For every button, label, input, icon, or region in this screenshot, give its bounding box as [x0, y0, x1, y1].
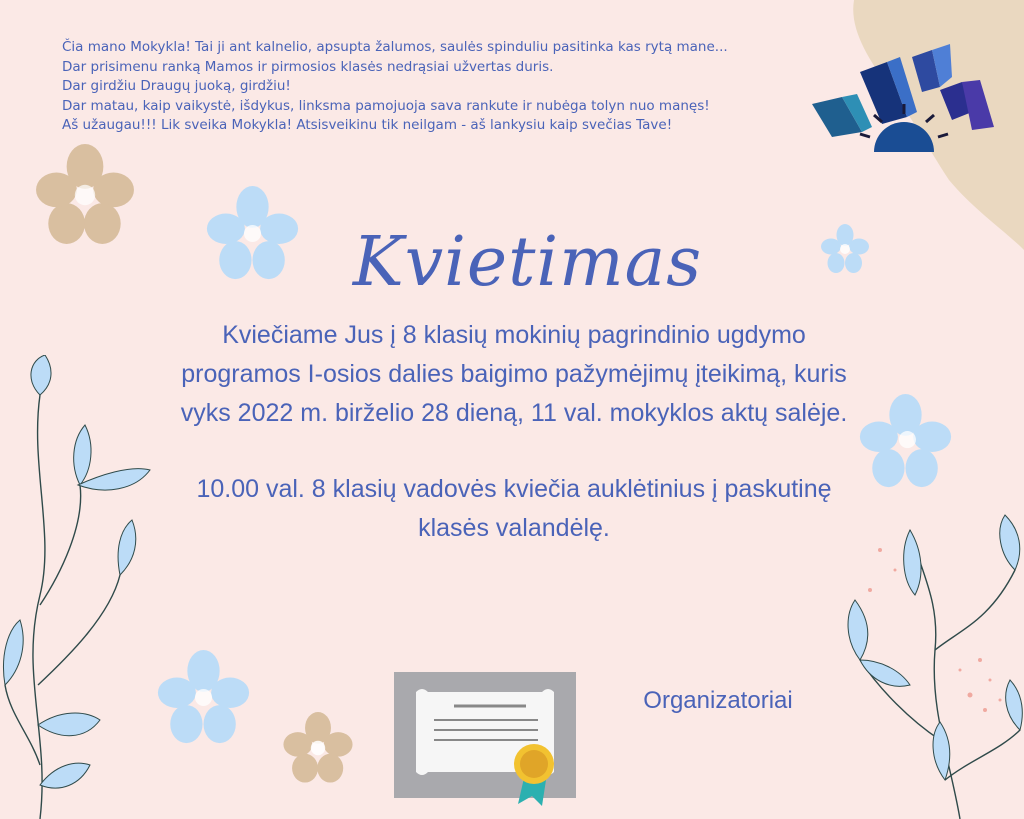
- invitation-title: Kvietimas: [352, 223, 703, 302]
- poem-text: [62, 38, 802, 136]
- poem-line: Aš užaugau!!! Lik sveika Mokykla! Atsisveikinu tik neilgam - aš lankysiu kaip svečias Tave!: [62, 117, 673, 133]
- poem-line: Dar girdžiu Draugų juoką, girdžiu!: [62, 78, 291, 94]
- blue-flower-decoration-bottom: [156, 650, 251, 745]
- left-botanical-decoration: [0, 355, 160, 819]
- blue-flower-decoration: [205, 186, 300, 281]
- poem-line: Čia mano Mokykla! Tai ji ant kalnelio, apsupta žalumos, saulės spinduliu pasitinka kas rytą mane...: [62, 39, 728, 55]
- right-botanical-decoration: [840, 510, 1024, 819]
- organizers-signature: Organizatoriai: [643, 687, 793, 714]
- blue-flower-decoration-right: [858, 394, 953, 489]
- poem-line: Dar matau, kaip vaikystė, išdykus, linksma pamojuoja sava rankute ir nubėga tolyn nuo manęs!: [62, 97, 710, 114]
- poem-line: Dar prisimenu ranką Mamos ir pirmosios klasės nedrąsiai užvertas duris.: [62, 58, 554, 75]
- tan-flower-decoration-bottom: [282, 712, 354, 784]
- school-logo-icon: [812, 42, 994, 154]
- small-blue-flower-decoration: [820, 224, 870, 274]
- invitation-paragraph-secondary: 10.00 val. 8 klasių vadovės kviečia auklėtinius į paskutinę klasės valandėlę.: [196, 475, 832, 542]
- tan-flower-decoration: [34, 144, 136, 246]
- invitation-paragraph-main: Kviečiame Jus į 8 klasių mokinių pagrindinio ugdymo programos I-osios dalies baigimo pažymėjimų įteikimą, kuris vyks 2022 m. birželio 28 dieną, 11 val. mokyklos aktų salėje.: [180, 321, 848, 427]
- invitation-body: [170, 316, 858, 548]
- certificate-icon: [392, 668, 578, 808]
